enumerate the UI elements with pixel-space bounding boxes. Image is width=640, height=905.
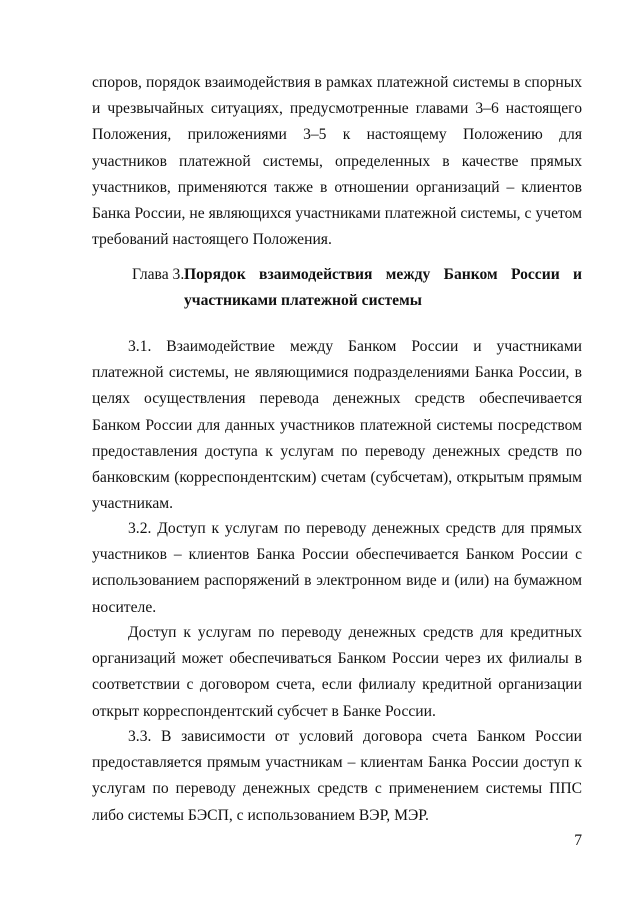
chapter-label: Глава 3. [132,266,185,283]
chapter-heading [132,262,582,314]
paragraph-3-2: 3.2. Доступ к услугам по переводу денежных средств для прямых участников – клиентов Банка России обеспечивается Банком России с использованием распоряжений в электронном виде и (или) на бумажном носителе. [92,520,582,616]
page-number: 7 [574,832,582,849]
paragraph-3-1: 3.1. Взаимодействие между Банком России и участниками платежной системы, не являющимися подразделениями Банка России, в целях осуществления перевода денежных средств обеспечивается Банком России для данных участников платежной системы посредством предоставления доступа к услугам по переводу денежных средств по банковским (корреспондентским) счетам (субсчетам), открытым прямым участникам. [92,338,582,513]
intro-paragraph: споров, порядок взаимодействия в рамках платежной системы в спорных и чрезвычайных ситуациях, предусмотренные главами 3–6 настоящего Положения, приложениями 3–5 к настоящему Положению для участников платежной системы, определенных в качестве прямых участников, применяются также в отношении организаций – клиентов Банка России, не являющихся участниками платежной системы, с учетом требований настоящего Положения. [92,74,582,249]
paragraph-3-2-continued: Доступ к услугам по переводу денежных средств для кредитных организаций может обеспечиваться Банком России через их филиалы в соответствии с договором счета, если филиалу кредитной организации открыт корреспондентский субсчет в Банке России. [92,624,582,720]
paragraph-3-3: 3.3. В зависимости от условий договора счета Банком России предоставляется прямым участникам – клиентам Банка России доступ к услугам по переводу денежных средств с применением системы ППС либо системы БЭСП, с использованием ВЭР, МЭР. [92,728,582,824]
chapter-title: Порядок взаимодействия между Банком России и участниками платежной системы [184,266,582,309]
